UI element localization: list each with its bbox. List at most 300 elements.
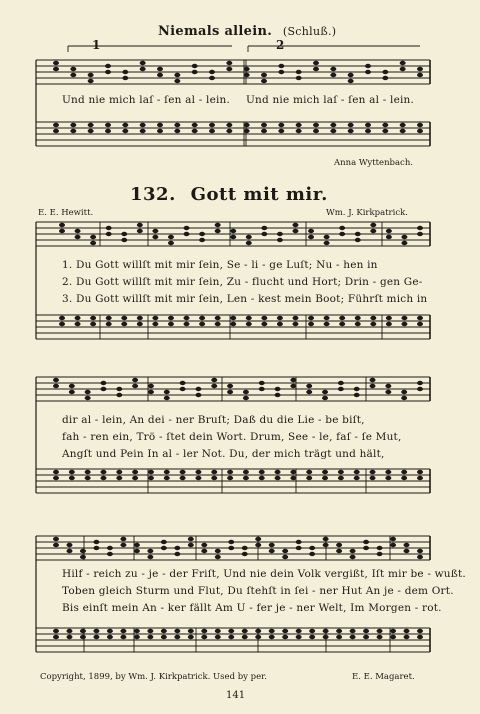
treble-note [290, 378, 296, 382]
hymn-number: 132. [130, 184, 176, 205]
sys2-verse-3: Angſt und Pein In al - ler Not. Du, der mich trägt und hält, [62, 448, 385, 460]
volta-1: 1 [92, 38, 101, 52]
treble-note [348, 73, 354, 77]
bass-note [282, 635, 288, 639]
bass-note [66, 635, 72, 639]
bass-note [339, 322, 345, 326]
bass-note [105, 123, 111, 127]
bass-note [134, 635, 140, 639]
bass-note [292, 316, 298, 320]
bass-note [122, 123, 128, 127]
bass-note [269, 635, 275, 639]
bass-note [313, 123, 319, 127]
bass-note [282, 629, 288, 633]
bass-note [401, 316, 407, 320]
bass-note [277, 316, 283, 320]
treble-note [385, 390, 391, 394]
treble-note [417, 73, 423, 77]
bass-note [148, 476, 154, 480]
bass-note [365, 123, 371, 127]
bass-note [306, 476, 312, 480]
bass-note [70, 123, 76, 127]
treble-note [390, 543, 396, 547]
bass-note [244, 123, 250, 127]
sys1-verse-1: 1. Du Gott willſt mit mir ſein, Se - li - ge Luſt; Nu - hen in [62, 259, 378, 271]
bass-note [121, 322, 127, 326]
treble-note [100, 387, 106, 391]
bass-note [330, 123, 336, 127]
bass-note [324, 316, 330, 320]
treble-note [147, 555, 153, 559]
bass-note [386, 322, 392, 326]
treble-note [75, 235, 81, 239]
treble-note [386, 229, 392, 233]
treble-note [404, 549, 410, 553]
bass-note [90, 316, 96, 320]
treble-note [116, 393, 122, 397]
treble-note [80, 555, 86, 559]
bass-note [259, 470, 265, 474]
treble-note [269, 543, 275, 547]
bass-note [228, 635, 234, 639]
bass-note [215, 322, 221, 326]
treble-note [417, 67, 423, 71]
treble-note [105, 70, 111, 74]
treble-note [385, 384, 391, 388]
bass-note [417, 476, 423, 480]
bass-note [116, 476, 122, 480]
bass-note [401, 470, 407, 474]
volta-2: 2 [276, 38, 285, 52]
bass-note [355, 322, 361, 326]
treble-note [322, 396, 328, 400]
bass-note [192, 123, 198, 127]
treble-note [53, 61, 59, 65]
treble-note [417, 555, 423, 559]
bass-note [290, 470, 296, 474]
treble-note [105, 64, 111, 68]
bass-note [417, 470, 423, 474]
bass-note [390, 635, 396, 639]
treble-note [195, 387, 201, 391]
bass-note [137, 322, 143, 326]
bass-note [292, 322, 298, 326]
bass-note [324, 322, 330, 326]
treble-note [211, 384, 217, 388]
treble-note [85, 390, 91, 394]
treble-note [211, 378, 217, 382]
treble-note [400, 61, 406, 65]
treble-note [157, 73, 163, 77]
treble-note [363, 546, 369, 550]
treble-note [390, 537, 396, 541]
treble-note [53, 67, 59, 71]
bass-note [180, 476, 186, 480]
bass-note [417, 316, 423, 320]
bass-note [401, 322, 407, 326]
bass-note [195, 476, 201, 480]
treble-note [354, 393, 360, 397]
treble-note [242, 552, 248, 556]
bass-note [227, 470, 233, 474]
bass-note [161, 635, 167, 639]
treble-note [121, 238, 127, 242]
treble-note [147, 549, 153, 553]
bass-note [211, 476, 217, 480]
bass-note [152, 322, 158, 326]
bass-note [308, 322, 314, 326]
treble-note [324, 241, 330, 245]
section-title-text: Niemals allein. [158, 24, 273, 39]
bass-note [106, 316, 112, 320]
bass-note [137, 316, 143, 320]
bass-note [59, 322, 65, 326]
treble-note [69, 390, 75, 394]
treble-note [134, 543, 140, 547]
treble-note [93, 546, 99, 550]
treble-note [201, 543, 207, 547]
page-number: 141 [226, 690, 246, 701]
bass-note [100, 470, 106, 474]
bass-note [370, 322, 376, 326]
treble-note [313, 61, 319, 65]
treble-note [209, 70, 215, 74]
bass-note [116, 470, 122, 474]
sys2-verse-1: dir al - lein, An dei - ner Bruſt; Daß du die Lie - be biſt, [62, 414, 365, 426]
bass-note [243, 476, 249, 480]
bass-note [164, 470, 170, 474]
treble-note [417, 226, 423, 230]
bass-note [309, 629, 315, 633]
bass-note [140, 123, 146, 127]
hymn-title-text: Gott mit mir. [190, 184, 328, 205]
bass-note [277, 322, 283, 326]
bass-note [188, 629, 194, 633]
treble-note [313, 67, 319, 71]
treble-note [174, 552, 180, 556]
bass-note [195, 470, 201, 474]
bass-note [355, 316, 361, 320]
treble-note [417, 549, 423, 553]
treble-note [106, 226, 112, 230]
bass-note [261, 322, 267, 326]
treble-note [107, 546, 113, 550]
bass-note [242, 629, 248, 633]
bass-note [323, 635, 329, 639]
bass-note [244, 129, 250, 133]
bass-note [80, 629, 86, 633]
treble-note [296, 540, 302, 544]
bass-note [188, 635, 194, 639]
bass-note [93, 635, 99, 639]
treble-note [292, 229, 298, 233]
bass-note [348, 129, 354, 133]
treble-note [53, 378, 59, 382]
treble-note [184, 232, 190, 236]
bass-note [309, 635, 315, 639]
bass-note [246, 316, 252, 320]
treble-note [336, 549, 342, 553]
treble-note [277, 232, 283, 236]
treble-note [199, 238, 205, 242]
sys2-verse-2: fah - ren ein, Trö - ſtet dein Wort. Drum, See - le, faſ - ſe Mut, [62, 431, 402, 443]
treble-note [350, 549, 356, 553]
treble-note [275, 393, 281, 397]
treble-note [282, 549, 288, 553]
treble-note [306, 384, 312, 388]
treble-note [417, 381, 423, 385]
bass-note [417, 635, 423, 639]
bass-note [174, 629, 180, 633]
treble-note [339, 232, 345, 236]
treble-note [168, 235, 174, 239]
top-author: Anna Wyttenbach. [334, 158, 413, 168]
treble-note [188, 537, 194, 541]
treble-note [148, 390, 154, 394]
treble-note [106, 232, 112, 236]
bass-note [66, 629, 72, 633]
treble-note [309, 552, 315, 556]
treble-note [53, 543, 59, 547]
bass-note [122, 129, 128, 133]
treble-note [120, 543, 126, 547]
treble-note [70, 67, 76, 71]
bass-note [336, 629, 342, 633]
treble-note [323, 543, 329, 547]
treble-note [377, 552, 383, 556]
bass-note [201, 629, 207, 633]
treble-note [164, 396, 170, 400]
bass-note [140, 129, 146, 133]
bass-note [296, 629, 302, 633]
bass-note [174, 635, 180, 639]
bass-note [215, 635, 221, 639]
bass-note [370, 316, 376, 320]
treble-note [90, 241, 96, 245]
bass-note [259, 476, 265, 480]
bass-note [215, 629, 221, 633]
bass-note [226, 123, 232, 127]
treble-note [121, 232, 127, 236]
bass-note [53, 129, 59, 133]
treble-note [80, 549, 86, 553]
bass-note [230, 322, 236, 326]
copyright-notice: Copyright, 1899, by Wm. J. Kirkpatrick. Used by per. [40, 672, 267, 682]
bass-note [157, 123, 163, 127]
treble-note [355, 232, 361, 236]
bass-note [278, 123, 284, 127]
treble-note [401, 241, 407, 245]
sys3-verse-2: Toben gleich Sturm und Flut, Du ſtehſt in ſei - ner Hut An je - dem Ort. [62, 585, 454, 597]
bass-note [255, 635, 261, 639]
treble-note [308, 229, 314, 233]
treble-note [88, 73, 94, 77]
bass-note [157, 129, 163, 133]
bass-note [199, 322, 205, 326]
bass-note [386, 316, 392, 320]
treble-note [323, 537, 329, 541]
sys1-verse-2: 2. Du Gott willſt mit mir ſein, Zu - flucht und Hort; Drin - gen Ge- [62, 276, 423, 288]
bass-note [100, 476, 106, 480]
treble-note [90, 235, 96, 239]
bass-note [184, 316, 190, 320]
bass-note [330, 129, 336, 133]
bass-note [385, 470, 391, 474]
bass-note [90, 322, 96, 326]
bass-note [53, 470, 59, 474]
treble-note [152, 235, 158, 239]
bass-note [246, 322, 252, 326]
bass-note [338, 476, 344, 480]
sys3-verse-3: Bis einſt mein An - ker fällt Am U - fer je - ner Welt, Im Morgen - rot. [62, 602, 442, 614]
bass-note [93, 629, 99, 633]
bass-note [147, 635, 153, 639]
bass-note [85, 470, 91, 474]
bass-note [382, 129, 388, 133]
treble-note [215, 555, 221, 559]
treble-note [306, 390, 312, 394]
top-lyric-2: Und nie mich laſ - ſen al - lein. [246, 94, 415, 106]
treble-note [53, 537, 59, 541]
treble-note [201, 549, 207, 553]
treble-note [417, 232, 423, 236]
treble-note [322, 390, 328, 394]
bass-note [69, 470, 75, 474]
treble-note [140, 67, 146, 71]
bass-note [377, 635, 383, 639]
treble-note [53, 384, 59, 388]
treble-note [244, 73, 250, 77]
treble-note [199, 232, 205, 236]
treble-note [400, 67, 406, 71]
bass-note [53, 123, 59, 127]
bass-note [296, 123, 302, 127]
bass-note [147, 629, 153, 633]
treble-note [120, 537, 126, 541]
bass-note [75, 322, 81, 326]
bass-note [404, 635, 410, 639]
treble-note [370, 223, 376, 227]
treble-note [255, 543, 261, 547]
treble-note [259, 381, 265, 385]
bass-note [53, 635, 59, 639]
treble-note [324, 235, 330, 239]
translator-credit: E. E. Magaret. [352, 672, 415, 682]
treble-note [168, 241, 174, 245]
treble-note [228, 540, 234, 544]
treble-note [215, 549, 221, 553]
treble-note [255, 537, 261, 541]
bass-note [88, 129, 94, 133]
bass-note [59, 316, 65, 320]
bass-note [275, 470, 281, 474]
treble-note [85, 396, 91, 400]
bass-note [308, 316, 314, 320]
treble-note [116, 387, 122, 391]
bass-note [132, 476, 138, 480]
treble-note [75, 229, 81, 233]
bass-note [336, 635, 342, 639]
sys3-verse-1: Hilf - reich zu - je - der Friſt, Und nie dein Volk vergißt, Iſt mir be - wußt. [62, 568, 466, 580]
bass-note [275, 476, 281, 480]
treble-note [161, 540, 167, 544]
bass-note [107, 629, 113, 633]
sys1-verse-3: 3. Du Gott willſt mit mir ſein, Len - kest mein Boot; Führſt mich in [62, 293, 428, 305]
treble-note [107, 552, 113, 556]
bass-note [370, 470, 376, 474]
bass-note [120, 635, 126, 639]
bass-note [121, 316, 127, 320]
treble-note [243, 390, 249, 394]
treble-note [259, 387, 265, 391]
treble-note [244, 67, 250, 71]
treble-note [209, 76, 215, 80]
bass-note [53, 476, 59, 480]
treble-note [215, 223, 221, 227]
section-subtitle: (Schluß.) [282, 25, 337, 38]
bass-note [161, 629, 167, 633]
treble-note [261, 226, 267, 230]
bass-note [69, 476, 75, 480]
treble-note [354, 387, 360, 391]
bass-note [105, 129, 111, 133]
treble-note [296, 546, 302, 550]
top-lyric-1: Und nie mich laſ - ſen al - lein. [62, 94, 231, 106]
bass-note [184, 322, 190, 326]
treble-note [370, 384, 376, 388]
treble-note [195, 393, 201, 397]
bass-note [322, 476, 328, 480]
treble-note [296, 70, 302, 74]
treble-note [338, 381, 344, 385]
bass-note [70, 129, 76, 133]
treble-note [157, 67, 163, 71]
treble-note [152, 229, 158, 233]
bass-note [417, 123, 423, 127]
treble-note [382, 70, 388, 74]
bass-note [85, 476, 91, 480]
bass-note [401, 476, 407, 480]
treble-note [230, 235, 236, 239]
bass-note [148, 470, 154, 474]
treble-note [59, 229, 65, 233]
treble-note [137, 229, 143, 233]
bass-note [296, 635, 302, 639]
bass-note [120, 629, 126, 633]
treble-note [66, 549, 72, 553]
treble-note [348, 79, 354, 83]
treble-note [132, 384, 138, 388]
bass-note [132, 470, 138, 474]
bass-note [400, 129, 406, 133]
bass-note [354, 476, 360, 480]
treble-note [261, 232, 267, 236]
bass-note [370, 476, 376, 480]
bass-note [75, 316, 81, 320]
treble-note [401, 396, 407, 400]
treble-note [122, 70, 128, 74]
treble-note [336, 543, 342, 547]
bass-note [382, 123, 388, 127]
treble-note [226, 67, 232, 71]
bass-note [226, 129, 232, 133]
treble-note [93, 540, 99, 544]
treble-note [401, 235, 407, 239]
treble-note [66, 543, 72, 547]
bass-note [209, 123, 215, 127]
bass-note [164, 476, 170, 480]
treble-note [377, 546, 383, 550]
